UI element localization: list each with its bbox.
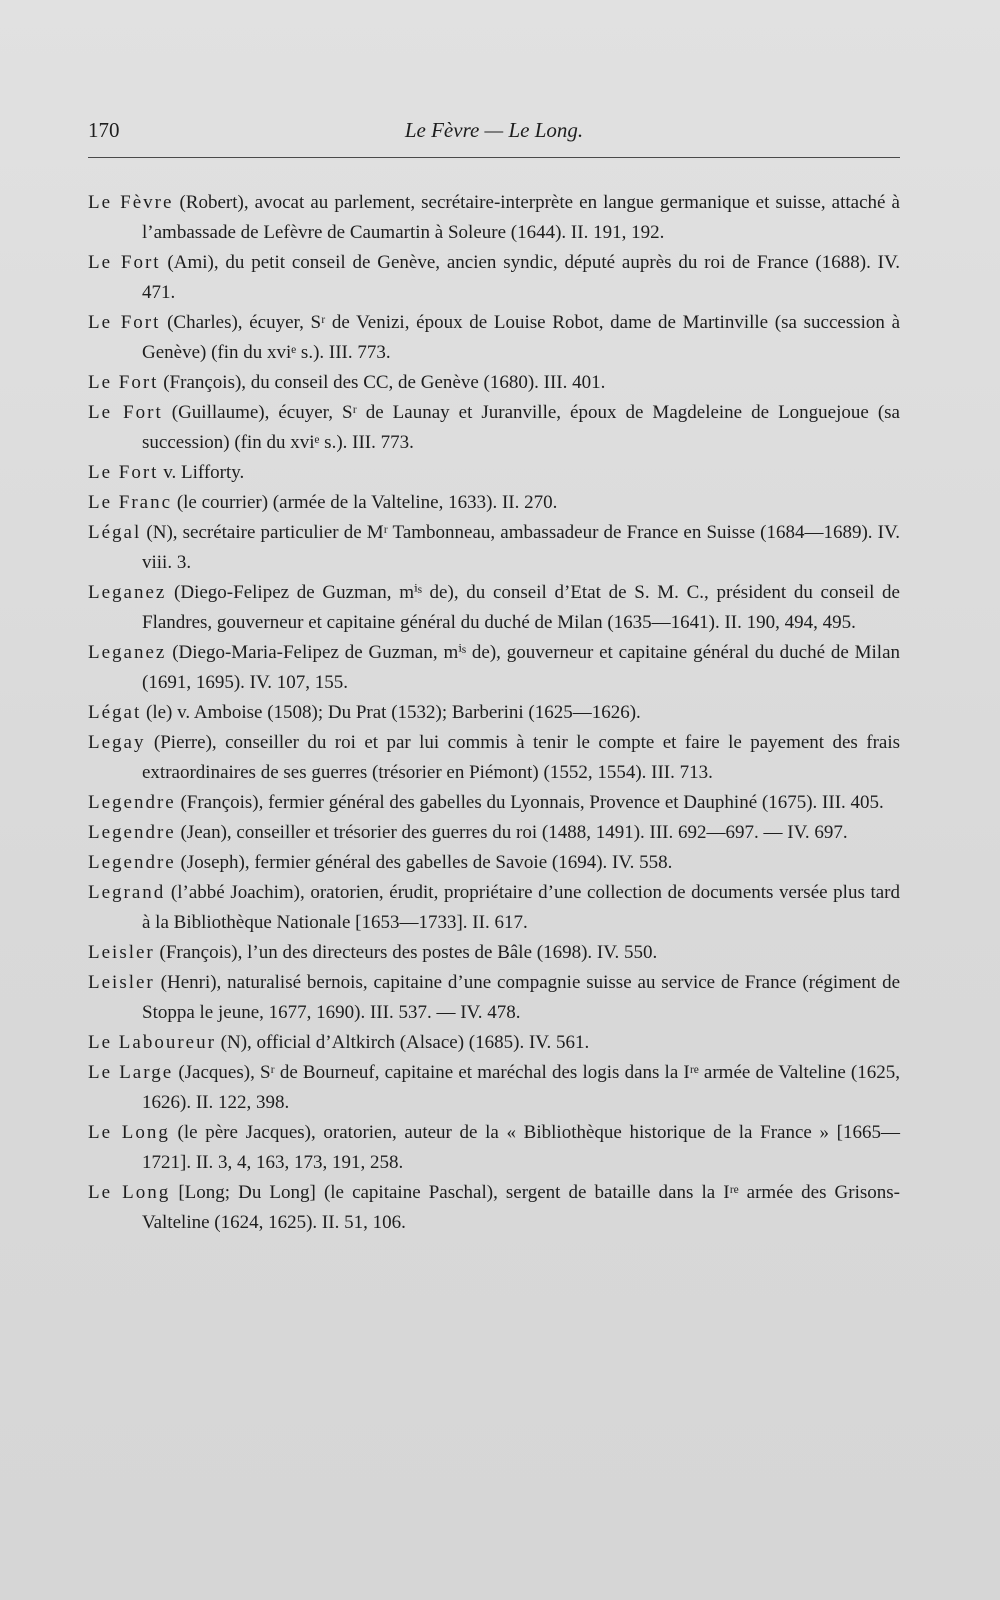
entry-text: (Henri), naturalisé bernois, capitaine d’une compagnie suisse au service de France (régiment de Stoppa le jeune, 1677, 1690). III. 537. — IV. 478. [142, 972, 901, 1023]
entry-text: (Robert), avocat au parlement, secrétaire-interprète en langue germanique et suisse, attaché à l’ambassade de Lefèvre de Caumartin à Soleure (1644). II. 191, 192. [142, 192, 900, 243]
index-entry [88, 398, 900, 458]
index-entry [88, 1118, 900, 1178]
entry-name: Le Fort [88, 402, 163, 423]
entry-name: Leganez [88, 642, 167, 663]
entry-text: (Charles), écuyer, Sʳ de Venizi, époux de Louise Robot, dame de Martinville (sa succession à Genève) (fin du xviᵉ s.). III. 773. [142, 312, 900, 363]
entry-name: Le Franc [88, 492, 173, 513]
index-entry [88, 1178, 900, 1238]
entry-text: (N), secrétaire particulier de Mʳ Tambonneau, ambassadeur de France en Suisse (1684—1689). IV. viii. 3. [142, 522, 900, 573]
entry-text: (Jacques), Sʳ de Bourneuf, capitaine et maréchal des logis dans la Iʳᵉ armée de Valteline (1625, 1626). II. 122, 398. [142, 1062, 901, 1113]
index-entry [88, 938, 900, 968]
entry-name: Legendre [88, 822, 176, 843]
entry-name: Le Long [88, 1182, 171, 1203]
index-entries [88, 188, 900, 1238]
entry-name: Leganez [88, 582, 167, 603]
index-entry [88, 818, 900, 848]
index-entry [88, 1058, 900, 1118]
entry-text: [Long; Du Long] (le capitaine Paschal), sergent de bataille dans la Iʳᵉ armée des Grisons-Valteline (1624, 1625). II. 51, 106. [142, 1182, 900, 1233]
entry-name: Le Fort [88, 462, 159, 483]
entry-text: (Joseph), fermier général des gabelles de Savoie (1694). IV. 558. [180, 852, 673, 873]
index-entry [88, 698, 900, 728]
page-number: 170 [88, 118, 120, 142]
index-entry [88, 1028, 900, 1058]
entry-text: (Guillaume), écuyer, Sʳ de Launay et Juranville, époux de Magdeleine de Longuejoue (sa succession) (fin du xviᵉ s.). III. 773. [142, 402, 900, 453]
index-entry [88, 308, 900, 368]
entry-text: (Diego-Felipez de Guzman, mⁱˢ de), du conseil d’Etat de S. M. C., président du conseil de Flandres, gouverneur et capitaine général du duché de Milan (1635—1641). II. 190, 494, 495. [142, 582, 900, 633]
entry-name: Legendre [88, 852, 176, 873]
entry-text: (François), du conseil des CC, de Genève (1680). III. 401. [163, 372, 606, 393]
entry-text: (Pierre), conseiller du roi et par lui commis à tenir le compte et faire le payement des frais extraordinaires de ses guerres (trésorier en Piémont) (1552, 1554). III. 713. [142, 732, 901, 783]
entry-text: (Jean), conseiller et trésorier des guerres du roi (1488, 1491). III. 692—697. — IV. 697. [180, 822, 848, 843]
entry-text: (le) v. Amboise (1508); Du Prat (1532); Barberini (1625—1626). [146, 702, 641, 723]
index-entry [88, 728, 900, 788]
entry-text: (l’abbé Joachim), oratorien, érudit, propriétaire d’une collection de documents versée plus tard à la Bibliothèque Nationale [1653—1733]. II. 617. [142, 882, 900, 933]
entry-text: (N), official d’Altkirch (Alsace) (1685). IV. 561. [220, 1032, 590, 1053]
index-entry [88, 578, 900, 638]
entry-name: Le Fort [88, 252, 161, 273]
entry-name: Legendre [88, 792, 176, 813]
index-entry [88, 488, 900, 518]
entry-text: (le père Jacques), oratorien, auteur de la « Bibliothèque historique de la France » [1665—1721]. II. 3, 4, 163, 173, 191, 258. [142, 1122, 901, 1173]
entry-text: (Diego-Maria-Felipez de Guzman, mⁱˢ de), gouverneur et capitaine général du duché de Milan (1691, 1695). IV. 107, 155. [142, 642, 901, 693]
index-entry [88, 188, 900, 248]
entry-name: Leisler [88, 942, 155, 963]
entry-name: Legrand [88, 882, 166, 903]
header-rule [88, 157, 900, 158]
index-entry [88, 248, 900, 308]
entry-name: Le Long [88, 1122, 170, 1143]
index-entry [88, 878, 900, 938]
entry-text: (Ami), du petit conseil de Genève, ancien syndic, député auprès du roi de France (1688). IV. 471. [142, 252, 900, 303]
entry-name: Légat [88, 702, 142, 723]
entry-name: Le Large [88, 1062, 174, 1083]
entry-name: Le Fort [88, 372, 159, 393]
index-entry [88, 788, 900, 818]
index-entry [88, 638, 900, 698]
entry-name: Le Laboureur [88, 1032, 216, 1053]
index-entry [88, 518, 900, 578]
entry-name: Légal [88, 522, 142, 543]
entry-name: Le Fèvre [88, 192, 174, 213]
entry-name: Le Fort [88, 312, 161, 333]
running-title: Le Fèvre — Le Long. [404, 118, 584, 142]
page-header [88, 118, 900, 152]
entry-text: (le courrier) (armée de la Valteline, 1633). II. 270. [176, 492, 558, 513]
index-entry [88, 458, 900, 488]
index-entry [88, 848, 900, 878]
entry-name: Leisler [88, 972, 155, 993]
entry-text: (François), fermier général des gabelles du Lyonnais, Provence et Dauphiné (1675). III. 405. [180, 792, 884, 813]
entry-name: Legay [88, 732, 146, 753]
index-entry [88, 368, 900, 398]
entry-text: (François), l’un des directeurs des postes de Bâle (1698). IV. 550. [159, 942, 658, 963]
index-entry [88, 968, 900, 1028]
entry-text: v. Lifforty. [163, 462, 245, 483]
